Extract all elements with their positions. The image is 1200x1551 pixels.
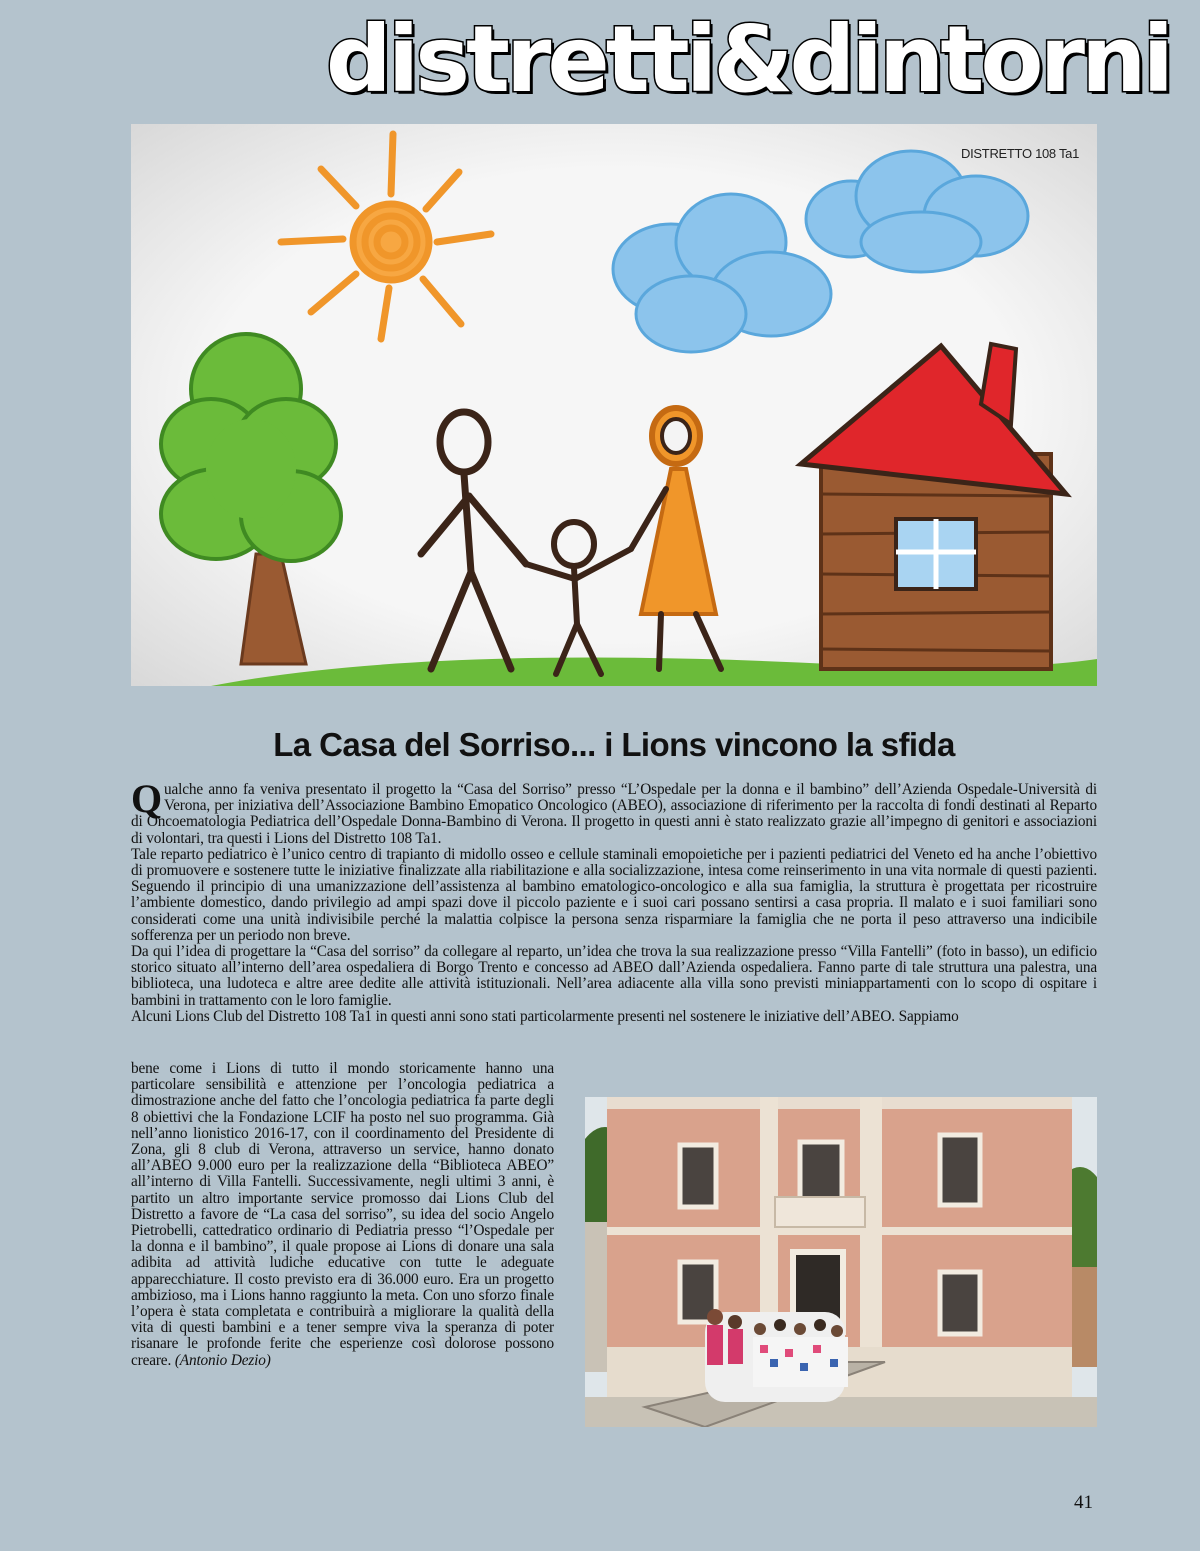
paragraph-4-text: bene come i Lions di tutto il mondo storicamente hanno una particolare sensibilità e attenzione per l’oncologia pediatrica a dimostrazione anche del fatto che l’oncologia pediatrica fa parte degli 8 obiettivi che la Fondazione LCIF ha posto nel suo programma. Già nell’anno lionistico 2016-17, con il coordinamento del Presidente di Zona, gli 8 club di Verona, attraverso un service, hanno donato all’ABEO 9.000 euro per la realizzazione della “Biblioteca ABEO” all’interno di Villa Fantelli. Successivamente, negli ultimi 3 anni, è partito un altro importante service promosso dai Lions Club del Distretto a favore de “La casa del sorriso”, su idea del socio Angelo Pietrobelli, cattedratico ordinario di Pediatria presso “l’Ospedale per la donna e il bambino”, il quale propose ai Lions di donare una sala adibita ad attività ludiche educative con tutte le adeguate apparecchiature. Il costo previsto era di 36.000 euro. Era un progetto ambizioso, ma i Lions hanno raggiunto la meta. Con uno sforzo finale l’opera è stata completata e contribuirà a migliorare la qualità della vita di questi bambini e a tener sempre viva la speranza di poter risanare le profonde ferite che esperienze così dolorose possono creare. (131, 1060, 554, 1369)
paragraph-1-text: ualche anno fa veniva presentato il progetto la “Casa del Sorriso” presso “L’Ospedale per la donna e il bambino” dell’Azienda Ospedale-Università di Verona, per iniziativa dell’Associazione Bambino Emopatico Oncologico (ABEO), associazione di riferimento per la raccolta di fondi destinati al Reparto di Oncoematologia Pediatrica dell’Ospedale Donna-Bambino di Verona. Il progetto in questi anni è stato realizzato grazie all’impegno di genitori e associazioni di volontari, tra questi i Lions del Distretto 108 Ta1. (131, 781, 1097, 847)
article-body-full-width (131, 776, 1097, 1025)
district-label: DISTRETTO 108 Ta1 (961, 146, 1079, 161)
paragraph-4-rest (131, 1061, 554, 1369)
article-body-column (131, 1061, 554, 1369)
section-title: distretti&dintorni (325, 6, 1170, 113)
page-number: 41 (1074, 1492, 1093, 1513)
villa-fantelli-photo (585, 1097, 1097, 1427)
article-headline: La Casa del Sorriso... i Lions vincono la sfida (273, 726, 955, 763)
group-of-children (705, 1309, 848, 1402)
paragraph-1 (131, 776, 1097, 847)
child-drawing-illustration (131, 124, 1097, 686)
villa-building-picture (585, 1097, 1097, 1427)
paragraph-4-lead: Alcuni Lions Club del Distretto 108 Ta1 in questi anni sono stati particolarmente presenti nel sostenere le iniziative dell’ABEO. Sappiamo (131, 1007, 959, 1025)
paragraph-3: Da qui l’idea di progettare la “Casa del sorriso” da collegare al reparto, un’idea che trova la sua realizzazione presso “Villa Fantelli” (foto in basso), un edificio storico situato all’interno dell’area ospedaliera di Borgo Trento e concesso ad ABEO dall’Azienda ospedaliera. Fanno parte di tale struttura una palestra, una biblioteca, una ludoteca e altre aree dedite alle attività istituzionali. Nell’area adiacente alla villa sono previsti miniappartamenti con lo scopo di ospitare i bambini in trattamento con le loro famiglie. (131, 943, 1097, 1009)
paragraph-2: Tale reparto pediatrico è l’unico centro di trapianto di midollo osseo e cellule staminali emopoietiche per i pazienti pediatrici del Veneto ed ha anche l’obiettivo di promuovere e sostenere tutte le iniziative finalizzate alla riabilitazione e alla socializzazione, intesa come reinserimento in una vita normale di questi pazienti. Seguendo il principio di una umanizzazione dell’assistenza al bambino ematologico-oncologico e alla sua famiglia, la struttura è progettata per ricostruire l’ambiente domestico, dando privilegio ad ampi spazi dove il piccolo paziente e i suoi cari possano sentirsi a casa propria. Il malato e i suoi familiari sono considerati come una unità indivisibile perché la malattia colpisce la persona senza risparmiare la famiglia che ne porta il peso attraverso una indicibile sofferenza per un periodo non breve. (131, 845, 1097, 944)
article-author: (Antonio Dezio) (174, 1351, 271, 1369)
hero-illustration (131, 124, 1097, 686)
drop-cap: Q (131, 776, 162, 821)
